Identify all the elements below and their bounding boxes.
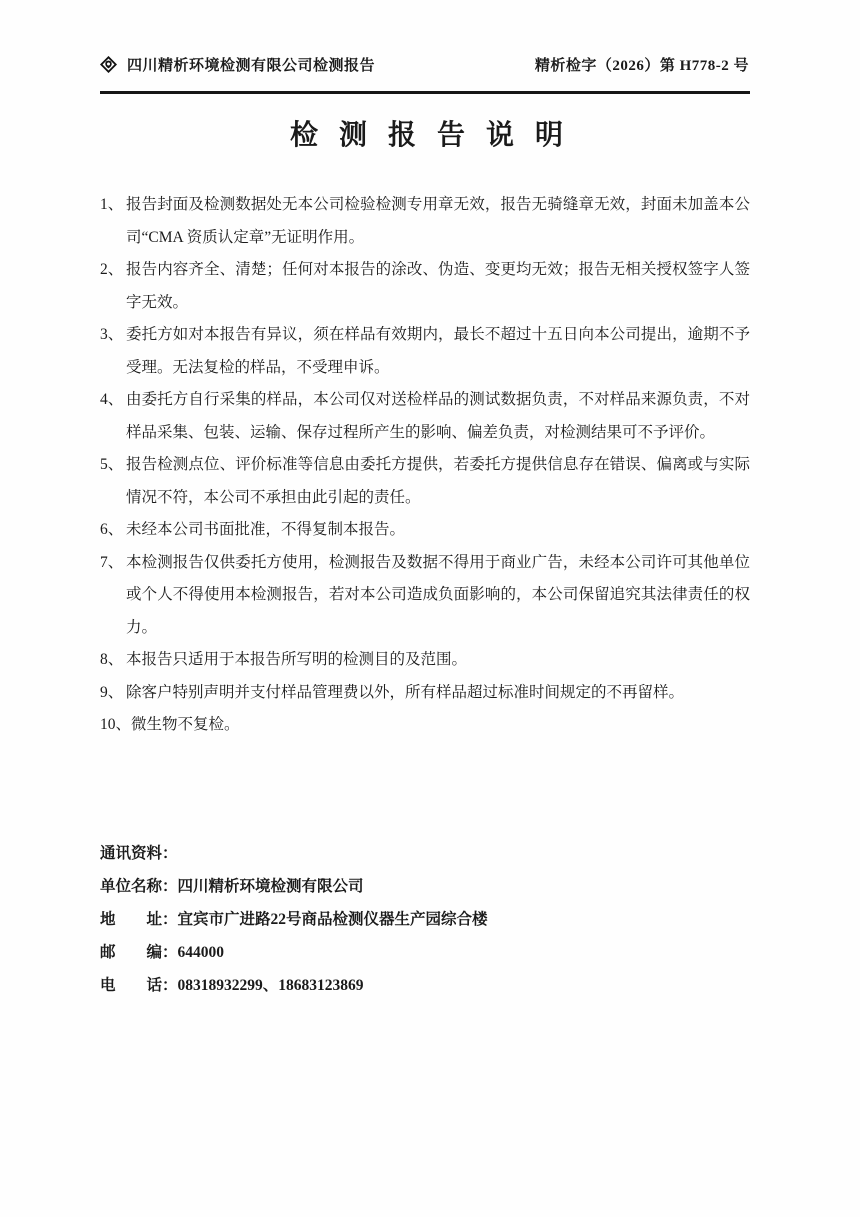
note-number: 6、 xyxy=(100,521,124,538)
note-number: 4、 xyxy=(100,391,124,408)
note-item-8 xyxy=(100,644,750,677)
note-text: 由委托方自行采集的样品，本公司仅对送检样品的测试数据负责，不对样品来源负责，不对样品采集、包装、运输、保存过程所产生的影响、偏差负责，对检测结果可不予评价。 xyxy=(126,391,750,441)
note-item-6 xyxy=(100,514,750,547)
note-text: 除客户特别声明并支付样品管理费以外，所有样品超过标准时间规定的不再留样。 xyxy=(126,683,685,701)
note-number: 9、 xyxy=(100,683,124,701)
note-item-9 xyxy=(100,677,750,710)
contact-label: 单位名称： xyxy=(100,878,178,895)
contact-row-address xyxy=(100,903,750,936)
company-emblem-icon xyxy=(100,56,117,73)
note-item-3 xyxy=(100,319,750,384)
contact-row-phone xyxy=(100,969,750,1002)
contact-section xyxy=(100,837,750,1002)
page-header xyxy=(100,54,749,75)
header-divider xyxy=(100,91,750,94)
note-item-2 xyxy=(100,254,750,319)
header-company-title: 四川精析环境检测有限公司检测报告 xyxy=(127,58,376,74)
note-text: 本报告只适用于本报告所写明的检测目的及范围。 xyxy=(126,651,468,668)
contact-row-postcode xyxy=(100,936,750,969)
note-number: 10、 xyxy=(100,716,132,733)
note-item-7 xyxy=(100,547,750,645)
note-text: 本检测报告仅供委托方使用，检测报告及数据不得用于商业广告，未经本公司许可其他单位或个人不得使用本检测报告，若对本公司造成负面影响的，本公司保留追究其法律责任的权力。 xyxy=(126,553,750,636)
note-number: 3、 xyxy=(100,326,124,343)
contact-label: 邮 编： xyxy=(100,944,178,961)
contact-heading: 通讯资料： xyxy=(100,845,178,862)
note-text: 委托方如对本报告有异议，须在样品有效期内，最长不超过十五日向本公司提出，逾期不予受理。无法复检的样品，不受理申诉。 xyxy=(126,326,750,376)
note-number: 7、 xyxy=(100,553,124,571)
contact-value: 644000 xyxy=(177,944,225,961)
page-title: 检 测 报 告 说 明 xyxy=(289,120,570,151)
note-text: 报告检测点位、评价标准等信息由委托方提供，若委托方提供信息存在错误、偏离或与实际情况不符，本公司不承担由此引起的责任。 xyxy=(126,456,750,506)
notes-list xyxy=(100,189,750,742)
header-left xyxy=(100,54,375,75)
header-report-number: 精析检字（2026）第 H778-2 号 xyxy=(534,58,749,74)
note-text: 报告封面及检测数据处无本公司检验检测专用章无效，报告无骑缝章无效，封面未加盖本公司“CMA 资质认定章”无证明作用。 xyxy=(126,196,750,246)
note-item-1 xyxy=(100,189,750,254)
note-text: 未经本公司书面批准，不得复制本报告。 xyxy=(126,521,406,538)
note-number: 2、 xyxy=(100,261,124,278)
note-item-5 xyxy=(100,449,750,514)
note-text: 微生物不复检。 xyxy=(131,716,240,733)
contact-row-company xyxy=(100,870,750,903)
contact-label: 地 址： xyxy=(100,911,178,928)
contact-value: 四川精析环境检测有限公司 xyxy=(177,878,364,895)
note-item-10 xyxy=(100,709,750,742)
contact-value: 宜宾市广进路22号商品检测仪器生产园综合楼 xyxy=(177,911,488,928)
note-number: 8、 xyxy=(100,651,124,668)
note-text: 报告内容齐全、清楚；任何对本报告的涂改、伪造、变更均无效；报告无相关授权签字人签字无效。 xyxy=(126,261,750,311)
contact-value: 08318932299、18683123869 xyxy=(177,977,364,994)
contact-label: 电 话： xyxy=(100,977,178,994)
note-number: 1、 xyxy=(100,196,124,213)
note-number: 5、 xyxy=(100,456,124,473)
note-item-4 xyxy=(100,384,750,449)
